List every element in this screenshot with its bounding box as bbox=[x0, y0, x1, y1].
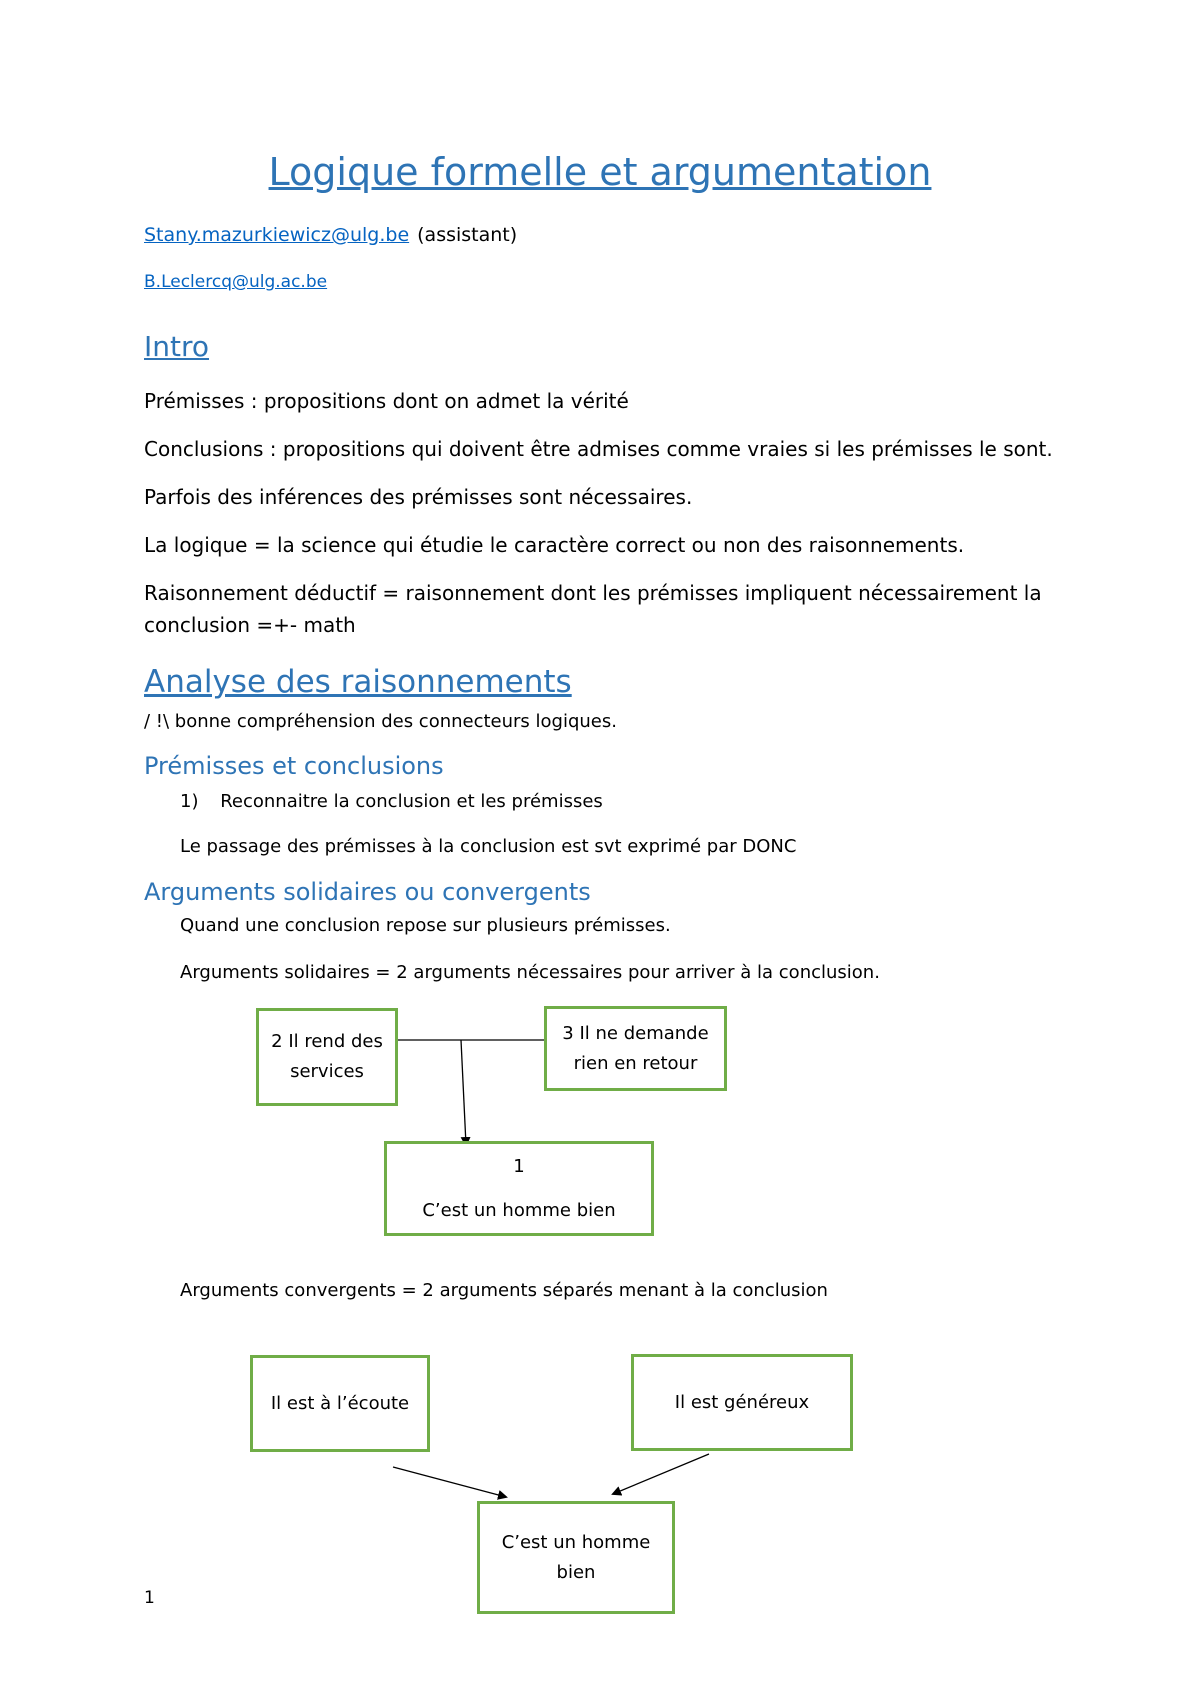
analyse-note: / !\ bonne compréhension des connecteurs logiques. bbox=[144, 711, 617, 732]
email-link-professor[interactable]: B.Leclercq@ulg.ac.be bbox=[144, 272, 328, 292]
arguments-heading: Arguments solidaires ou convergents bbox=[144, 878, 591, 906]
box-rend-services-line1: 2 Il rend des bbox=[271, 1031, 383, 1052]
box-conclusion-solidaires-number: 1 bbox=[513, 1156, 525, 1177]
arrow-genereux-to-conclusion bbox=[613, 1454, 709, 1494]
document-title: Logique formelle et argumentation bbox=[268, 150, 932, 194]
intro-line-conclusions: Conclusions : propositions qui doivent être admises comme vraies si les prémisses le sont. bbox=[144, 437, 1053, 461]
box-conclusion-convergents bbox=[477, 1501, 675, 1614]
intro-heading: Intro bbox=[144, 330, 210, 363]
box-ne-demande-rien-line1: 3 Il ne demande bbox=[562, 1022, 709, 1044]
premisses-heading: Prémisses et conclusions bbox=[144, 752, 444, 780]
box-rend-services-line2: services bbox=[290, 1061, 364, 1082]
box-ne-demande-rien bbox=[544, 1006, 727, 1091]
page-number: 1 bbox=[144, 1588, 155, 1608]
intro-line-deductif: Raisonnement déductif = raisonnement dont les prémisses impliquent nécessairement la bbox=[144, 581, 1042, 605]
box-conclusion-convergents-line1: C’est un homme bbox=[501, 1531, 651, 1553]
box-conclusion-convergents-line2: bien bbox=[556, 1561, 596, 1583]
arrow-solidaires-to-conclusion bbox=[461, 1040, 466, 1145]
passage-text: Le passage des prémisses à la conclusion est svt exprimé par DONC bbox=[180, 836, 797, 857]
intro-line-inferences: Parfois des inférences des prémisses sont nécessaires. bbox=[144, 485, 693, 509]
box-conclusion-solidaires-text: C’est un homme bien bbox=[422, 1200, 616, 1221]
box-a-l-ecoute: Il est à l’écoute bbox=[250, 1355, 430, 1452]
email-note: (assistant) bbox=[417, 224, 518, 246]
analyse-heading: Analyse des raisonnements bbox=[144, 664, 572, 700]
box-ne-demande-rien-line2: rien en retour bbox=[573, 1052, 698, 1074]
solidaires-definition: Arguments solidaires = 2 arguments nécessaires pour arriver à la conclusion. bbox=[180, 962, 880, 983]
intro-line-premisses: Prémisses : propositions dont on admet la vérité bbox=[144, 389, 629, 413]
intro-line-deductif-cont: conclusion =+- math bbox=[144, 613, 356, 637]
arguments-intro: Quand une conclusion repose sur plusieurs prémisses. bbox=[180, 915, 671, 936]
email-link-assistant[interactable]: Stany.mazurkiewicz@ulg.be bbox=[144, 224, 410, 246]
box-genereux: Il est généreux bbox=[631, 1354, 853, 1451]
list-item-text: Reconnaitre la conclusion et les prémisses bbox=[220, 791, 603, 812]
intro-line-logique: La logique = la science qui étudie le caractère correct ou non des raisonnements. bbox=[144, 533, 965, 557]
box-rend-services bbox=[256, 1008, 398, 1106]
arrow-ecoute-to-conclusion bbox=[393, 1467, 506, 1497]
convergents-definition: Arguments convergents = 2 arguments séparés menant à la conclusion bbox=[180, 1280, 828, 1301]
box-conclusion-solidaires bbox=[384, 1141, 654, 1236]
list-number: 1) bbox=[180, 791, 199, 812]
